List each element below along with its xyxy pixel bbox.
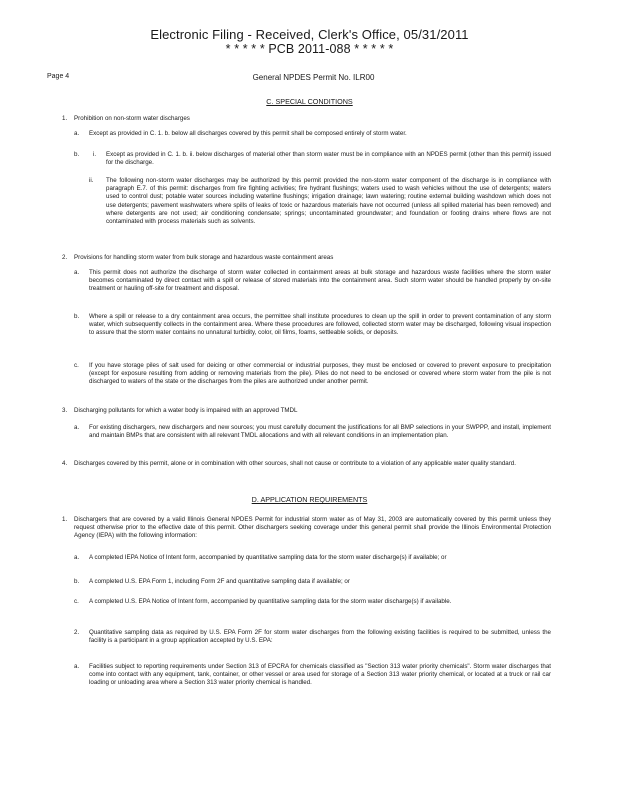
section-d-heading: D. APPLICATION REQUIREMENTS (251, 495, 368, 504)
c1a-number: a. (74, 130, 80, 137)
filing-header (0, 27, 619, 57)
d2a-number: a. (74, 663, 80, 670)
d1c-number: c. (74, 598, 79, 605)
d2-text: Quantitative sampling data as required by U.S. EPA Form 2F for storm water discharges from the following existing facilities is required to be submitted, unless the facility is a participant in a group application accepted by U.S. EPA: (89, 629, 551, 645)
d1b-text: A completed U.S. EPA Form 1, including Form 2F and quantitative sampling data if available; or (89, 578, 350, 585)
c1-number: 1. (62, 115, 68, 122)
c2b-text: Where a spill or release to a dry containment area occurs, the permittee shall institute procedures to clean up the spill in order to prevent contamination of any storm water, which subsequently collects in the containment area. Where these procedures are followed, collected storm water may be discharged, following visual inspection to assure that the storm water contains no unnatural turbidity, color, oil films, foams, settleable solids, or deposits. (89, 313, 551, 337)
d1a-text: A completed IEPA Notice of Intent form, accompanied by quantitative sampling data for the storm water discharge(s) if available; or (89, 554, 447, 561)
d2a-text: Facilities subject to reporting requirements under Section 313 of EPCRA for chemicals classified as "Section 313 water priority chemicals". Storm water discharges that come into contact with any equipment, tank, container, or other vessel or area used for storage of a Section 313 water priority chemical, or located at a truck or rail car loading or unloading area where a Section 313 water priority chemical is handled. (89, 663, 551, 687)
c4-text: Discharges covered by this permit, alone or in combination with other sources, shall not cause or contribute to a violation of any applicable water quality standard. (74, 460, 516, 467)
c2-text: Provisions for handling storm water from bulk storage and hazardous waste containment areas (74, 254, 334, 261)
c2a-text: This permit does not authorize the discharge of storm water collected in containment areas at bulk storage and hazardous waste facilities where the storm water becomes contaminated by direct contact with a spill or release of stored materials into the containment area. Such storm water should be handled properly by on-site treatment or hauling off-site for treatment and disposal. (89, 269, 551, 293)
d1-text: Dischargers that are covered by a valid Illinois General NPDES Permit for industrial storm water as of May 31, 2003 are automatically covered by this permit unless they request otherwise prior to the effective date of this permit. Other dischargers seeking coverage under this general permit shall provide the Illinois Environmental Protection Agency (IEPA) with the following information: (74, 516, 551, 540)
d1b-number: b. (74, 578, 80, 585)
section-c-heading: C. SPECIAL CONDITIONS (266, 97, 353, 106)
c3a-number: a. (74, 424, 80, 431)
c2c-number: c. (74, 362, 79, 369)
c1b-ii-number: ii. (89, 177, 94, 184)
c4-number: 4. (62, 460, 68, 467)
d1a-number: a. (74, 554, 80, 561)
c1-text: Prohibition on non-storm water discharges (74, 115, 190, 122)
c2c-text: If you have storage piles of salt used for deicing or other commercial or industrial purposes, they must be enclosed or covered to prevent exposure to precipitation (except for exposure resulting from adding or removing materials from the pile). Piles do not need to be enclosed or covered where storm water from the pile is not discharged to waters of the state or the discharges from the piles are authorized under another permit. (89, 362, 551, 386)
d1c-text: A completed U.S. EPA Notice of Intent form, accompanied by quantitative sampling data for the storm water discharge(s) if available. (89, 598, 452, 605)
case-number-line: * * * * * PCB 2011-088 * * * * * (225, 42, 394, 56)
page-number: Page 4 (47, 73, 70, 80)
c2b-number: b. (74, 313, 80, 320)
d1-number: 1. (62, 516, 68, 523)
c2-number: 2. (62, 254, 68, 261)
c1b-i-number: i. (93, 151, 97, 158)
permit-title: General NPDES Permit No. ILR00 (252, 73, 375, 82)
c1b-i-text: Except as provided in C. 1. b. ii. below discharges of material other than storm water must be in compliance with an NPDES permit (other than this permit) issued for the discharge. (106, 151, 551, 167)
c3-number: 3. (62, 407, 68, 414)
d2-number: 2. (74, 629, 80, 636)
c3a-text: For existing dischargers, new dischargers and new sources; you must carefully document the justifications for all BMP selections in your SWPPP, and install, implement and maintain BMPs that are consistent with all relevant TMDL allocations and with all relevant conditions in an implementation plan. (89, 424, 551, 440)
filing-stamp-line: Electronic Filing - Received, Clerk's Office, 05/31/2011 (150, 27, 469, 42)
c3-text: Discharging pollutants for which a water body is impaired with an approved TMDL (74, 407, 298, 414)
c1b-ii-text: The following non-storm water discharges may be authorized by this permit provided the non-storm water component of the discharge is in compliance with paragraph E.7. of this permit: discharges from fire fighting activities; fire hydrant flushings; waters used to wash vehicles without the use of detergents; waters used to control dust; potable water sources including waterline flushings; irrigation drainage; lawn watering; routine external building washdown which does not use detergents; pavement washwaters where spills of leaks of toxic or hazardous materials have not occurred (unless all spilled material has been removed) and where detergents are not used; air conditioning condensate; springs; uncontaminated groundwater; and foundation or footing drains where flows are not contaminated with process materials such as solvents. (106, 177, 551, 226)
c1a-text: Except as provided in C. 1. b. below all discharges covered by this permit shall be composed entirely of storm water. (89, 130, 407, 137)
c2a-number: a. (74, 269, 80, 276)
c1b-number: b. (74, 151, 80, 158)
